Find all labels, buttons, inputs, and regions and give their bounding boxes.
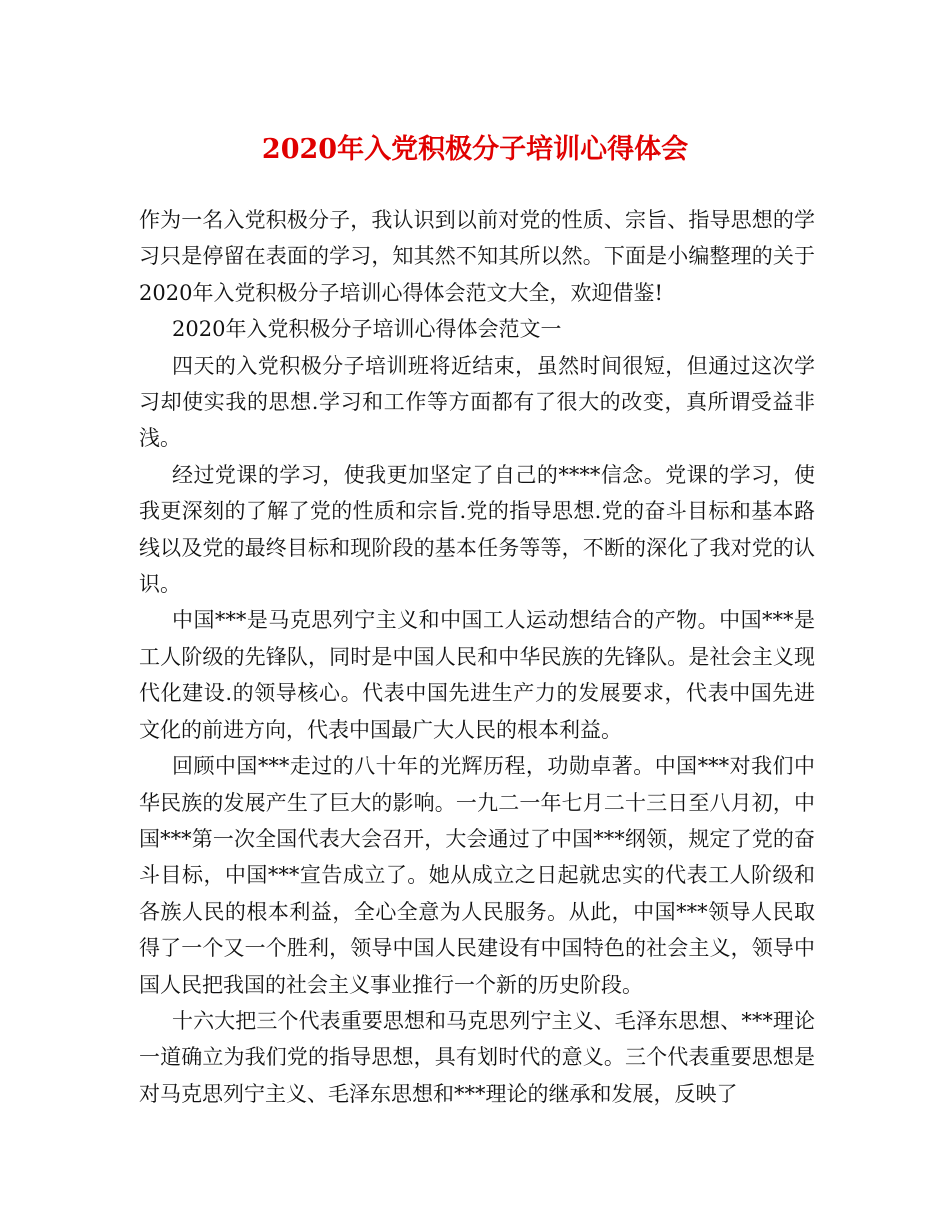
document-title: 2020年入党积极分子培训心得体会 [261, 134, 689, 165]
paragraph: 经过党课的学习，使我更加坚定了自己的****信念。党课的学习，使我更深刻的了解了党的性质和宗旨.党的指导思想.党的奋斗目标和基本路线以及党的最终目标和现阶段的基本任务等等，不断的深化了我对党的认识。 [139, 462, 815, 597]
paragraph: 中国***是马克思列宁主义和中国工人运动想结合的产物。中国***是工人阶级的先锋队，同时是中国人民和中华民族的先锋队。是社会主义现代化建设.的领导核心。代表中国先进生产力的发展要求，代表中国先进文化的前进方向，代表中国最广大人民的根本利益。 [139, 608, 815, 742]
paragraph-section-heading: 2020年入党积极分子培训心得体会范文一 [172, 317, 562, 342]
paragraph: 四天的入党积极分子培训班将近结束，虽然时间很短，但通过这次学习却使实我的思想.学习和工作等方面都有了很大的改变，真所谓受益非浅。 [139, 353, 815, 451]
paragraph: 回顾中国***走过的八十年的光辉历程，功勋卓著。中国***对我们中华民族的发展产生了巨大的影响。一九二一年七月二十三日至八月初，中国***第一次全国代表大会召开，大会通过了中国***纲领，规定了党的奋斗目标，中国***宣告成立了。她从成立之日起就忠实的代表工人阶级和各族人民的根本利益，全心全意为人民服务。从此，中国***领导人民取得了一个又一个胜利，领导中国人民建设有中国特色的社会主义，领导中国人民把我国的社会主义事业推行一个新的历史阶段。 [139, 754, 815, 997]
paragraph-intro: 作为一名入党积极分子，我认识到以前对党的性质、宗旨、指导思想的学习只是停留在表面的学习，知其然不知其所以然。下面是小编整理的关于2020年入党积极分子培训心得体会范文大全，欢迎借鉴! [139, 208, 815, 305]
paragraph: 十六大把三个代表重要思想和马克思列宁主义、毛泽东思想、***理论一道确立为我们党的指导思想，具有划时代的意义。三个代表重要思想是对马克思列宁主义、毛泽东思想和***理论的继承和发展，反映了 [139, 1008, 815, 1106]
document-body [139, 202, 815, 1112]
